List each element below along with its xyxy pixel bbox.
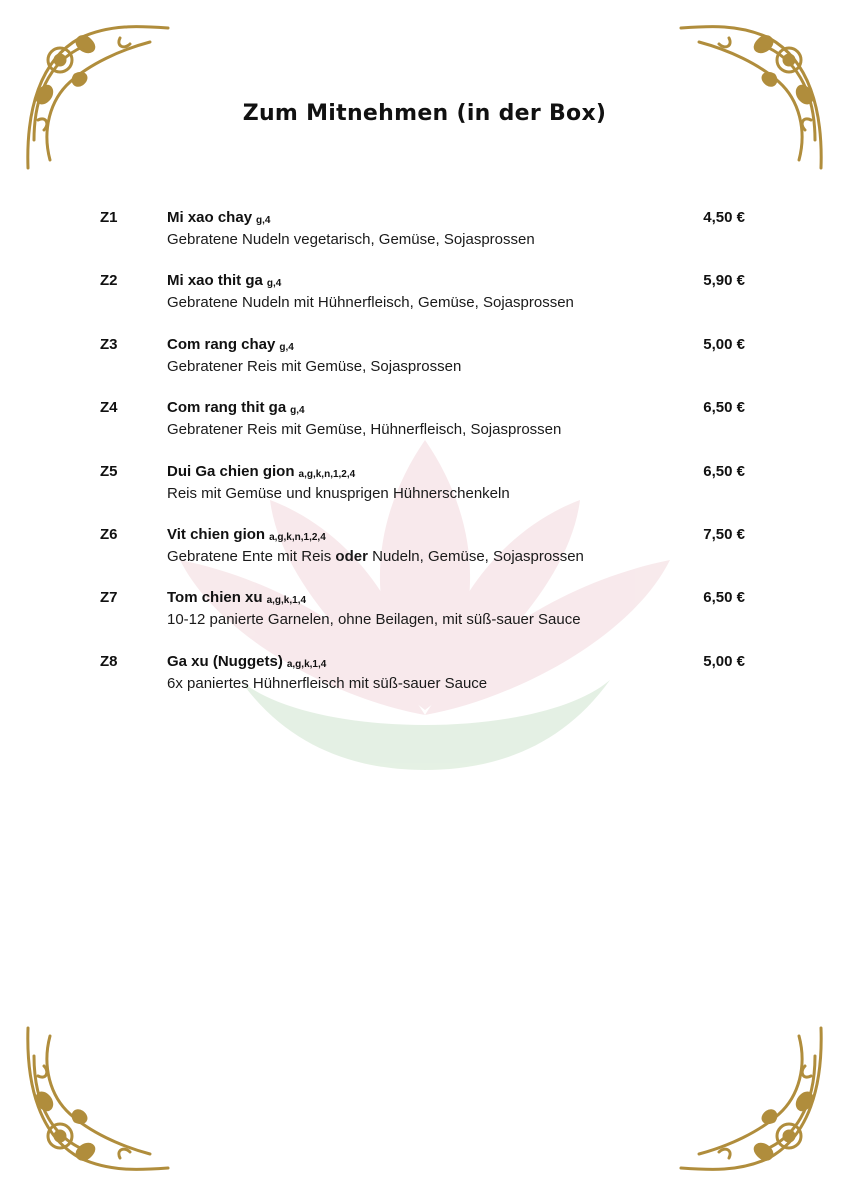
item-desc-a: Gebratener Reis mit Gemüse, Hühnerfleisch, Sojasprossen (167, 421, 562, 439)
item-name-line (167, 526, 326, 543)
item-code: Z8 (100, 652, 118, 670)
menu-item (0, 460, 849, 523)
item-name: Vit chien gion (167, 525, 266, 543)
item-description (167, 675, 487, 692)
item-name: Mi xao chay (167, 209, 253, 226)
item-code: Z4 (100, 399, 118, 417)
item-name: Mi xao thit ga (167, 272, 263, 290)
item-name-line (167, 399, 305, 416)
item-name: Com rang chay (167, 335, 276, 353)
item-price: 7,50 € (703, 525, 745, 543)
item-name: Com rang thit ga (167, 399, 287, 417)
item-allergens: g,4 (266, 278, 282, 290)
item-desc-a: 6x paniertes Hühnerfleisch mit süß-sauer Sauce (167, 674, 488, 692)
item-price: 4,50 € (703, 209, 745, 226)
item-name-line (167, 589, 306, 606)
item-price: 5,90 € (703, 272, 745, 290)
page-title: Zum Mitnehmen (in der Box) (242, 101, 607, 126)
item-code: Z5 (100, 462, 118, 480)
item-name-line (167, 272, 281, 289)
item-code: Z7 (100, 589, 118, 607)
item-desc-a: 10-12 panierte Garnelen, ohne Beilagen, mit süß-sauer Sauce (167, 611, 581, 629)
menu-item (0, 523, 849, 586)
menu-list (0, 206, 849, 713)
corner-ornament-top-right (679, 20, 829, 170)
item-name-line (167, 463, 355, 480)
corner-ornament-bottom-left (20, 1026, 170, 1176)
item-allergens: g,4 (290, 405, 305, 417)
item-code: Z2 (100, 272, 118, 290)
menu-item (0, 269, 849, 332)
item-description (167, 485, 510, 502)
menu-item (0, 333, 849, 396)
item-desc-a: Reis mit Gemüse und knusprigen Hühnerschenkeln (167, 484, 510, 502)
item-allergens: a,g,k,n,1,2,4 (298, 468, 356, 480)
item-desc-a: Gebratene Nudeln mit Hühnerfleisch, Gemüse, Sojasprossen (167, 294, 574, 312)
item-allergens: g,4 (256, 215, 271, 226)
item-name: Dui Ga chien gion (167, 462, 295, 480)
item-desc-b: Nudeln, Gemüse, Sojasprossen (367, 547, 584, 565)
item-description (167, 421, 561, 438)
item-desc-bold: oder (335, 547, 368, 565)
item-price: 5,00 € (703, 335, 745, 353)
menu-item (0, 396, 849, 459)
item-name: Ga xu (Nuggets) (167, 652, 283, 670)
item-description (167, 231, 535, 248)
item-code: Z6 (100, 525, 118, 543)
item-description (167, 611, 581, 628)
item-desc-a: Gebratener Reis mit Gemüse, Sojasprossen (167, 357, 462, 375)
menu-item (0, 586, 849, 649)
item-name: Tom chien xu (167, 589, 263, 607)
item-description (167, 294, 574, 311)
menu-item (0, 206, 849, 269)
item-allergens: a,g,k,1,4 (266, 595, 307, 607)
item-code: Z3 (100, 335, 118, 353)
corner-ornament-bottom-right (679, 1026, 829, 1176)
item-desc-a: Gebratene Nudeln vegetarisch, Gemüse, Sojasprossen (167, 231, 535, 248)
item-name-line (167, 653, 326, 670)
item-name-line (167, 209, 271, 226)
item-price: 6,50 € (703, 462, 745, 480)
item-price: 5,00 € (703, 652, 745, 670)
item-allergens: g,4 (279, 341, 294, 353)
item-price: 6,50 € (703, 399, 745, 417)
item-allergens: a,g,k,n,1,2,4 (269, 531, 326, 543)
item-allergens: a,g,k,1,4 (286, 658, 327, 670)
item-name-line (167, 336, 294, 353)
item-price: 6,50 € (703, 589, 745, 607)
item-desc-a: Gebratene Ente mit Reis (167, 547, 336, 565)
corner-ornament-top-left (20, 20, 170, 170)
menu-item (0, 650, 849, 713)
item-description (167, 548, 584, 565)
item-description (167, 358, 461, 375)
item-code: Z1 (100, 209, 118, 226)
